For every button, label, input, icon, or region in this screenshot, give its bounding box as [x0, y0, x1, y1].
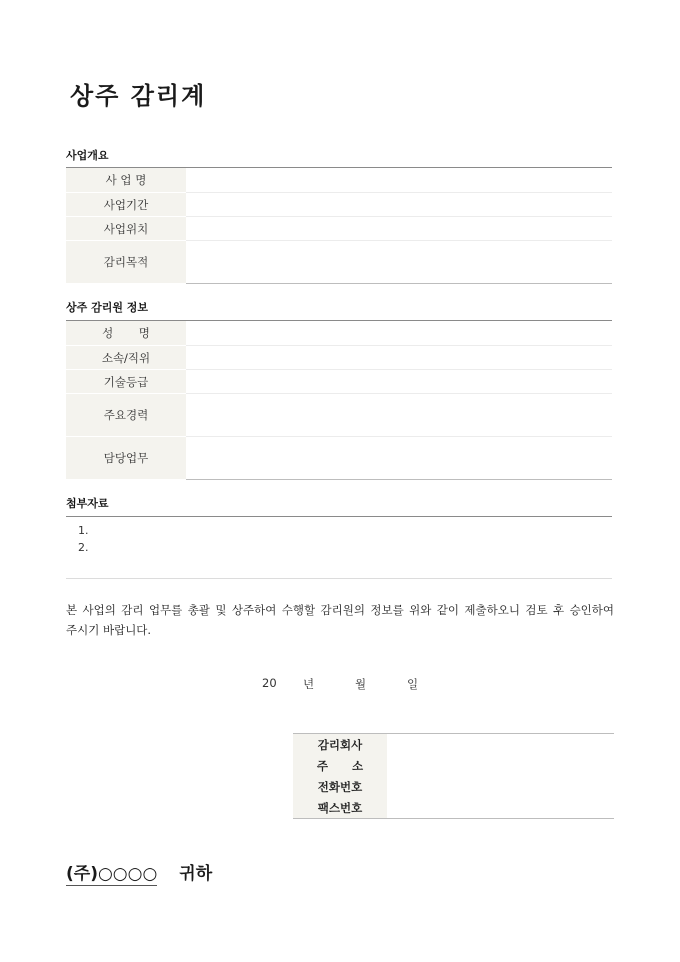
business-label-location: 사업위치: [66, 217, 186, 241]
submission-statement: 본 사업의 감리 업무를 총괄 및 상주하여 수행할 감리원의 정보를 위와 같이 제출하오니 검토 후 승인하여 주시기 바랍니다.: [66, 603, 614, 637]
date-year-label: 년: [303, 677, 315, 691]
attachments-list: [66, 516, 612, 579]
business-row-purpose: [66, 241, 612, 284]
supervisor-name-field[interactable]: [186, 321, 612, 346]
supervisor-career-field[interactable]: [186, 394, 612, 437]
attachments-section-title: 첨부자료: [66, 497, 109, 510]
supervisor-row-duty: [66, 437, 612, 480]
business-row-location: [66, 217, 612, 241]
supervisor-grade-field[interactable]: [186, 370, 612, 394]
company-label-name: 감리회사: [293, 734, 387, 756]
company-fax-field[interactable]: [387, 797, 614, 819]
business-location-field[interactable]: [186, 217, 612, 241]
business-label-period: 사업기간: [66, 193, 186, 217]
business-label-name: 사 업 명: [66, 168, 186, 193]
attachment-item[interactable]: 1.: [78, 524, 89, 537]
business-period-field[interactable]: [186, 193, 612, 217]
company-phone-field[interactable]: [387, 776, 614, 797]
date-day-label: 일: [407, 677, 419, 691]
supervisor-label-affiliation: 소속/직위: [66, 346, 186, 370]
addressee: [66, 859, 212, 886]
date-month-label: 월: [355, 677, 367, 691]
business-row-period: [66, 193, 612, 217]
business-label-purpose: 감리목적: [66, 241, 186, 284]
supervisor-table: [66, 320, 612, 480]
supervisor-row-career: [66, 394, 612, 437]
company-row-name: [293, 734, 614, 756]
addressee-suffix: 귀하: [179, 864, 213, 884]
company-info-table: [293, 733, 614, 819]
company-row-phone: [293, 776, 614, 797]
business-name-field[interactable]: [186, 168, 612, 193]
supervisor-label-name: 성 명: [66, 321, 186, 346]
company-label-fax: 팩스번호: [293, 797, 387, 819]
company-label-address: 주 소: [293, 755, 387, 776]
company-name-field[interactable]: [387, 734, 614, 756]
supervisor-duty-field[interactable]: [186, 437, 612, 480]
document-title: 상주 감리계: [70, 82, 207, 110]
addressee-company: (주)○○○○: [66, 859, 157, 886]
supervisor-section-title: 상주 감리원 정보: [66, 301, 149, 314]
supervisor-label-grade: 기술등급: [66, 370, 186, 394]
business-table: [66, 167, 612, 284]
supervisor-affiliation-field[interactable]: [186, 346, 612, 370]
company-label-phone: 전화번호: [293, 776, 387, 797]
date-year-prefix[interactable]: 20: [262, 676, 277, 690]
business-purpose-field[interactable]: [186, 241, 612, 284]
supervisor-row-affiliation: [66, 346, 612, 370]
business-row-name: [66, 168, 612, 193]
company-address-field[interactable]: [387, 755, 614, 776]
supervisor-label-career: 주요경력: [66, 394, 186, 437]
company-row-address: [293, 755, 614, 776]
company-row-fax: [293, 797, 614, 819]
supervisor-row-name: [66, 321, 612, 346]
attachment-item[interactable]: 2.: [78, 541, 89, 554]
business-section-title: 사업개요: [66, 149, 109, 162]
supervisor-row-grade: [66, 370, 612, 394]
supervisor-label-duty: 담당업무: [66, 437, 186, 480]
